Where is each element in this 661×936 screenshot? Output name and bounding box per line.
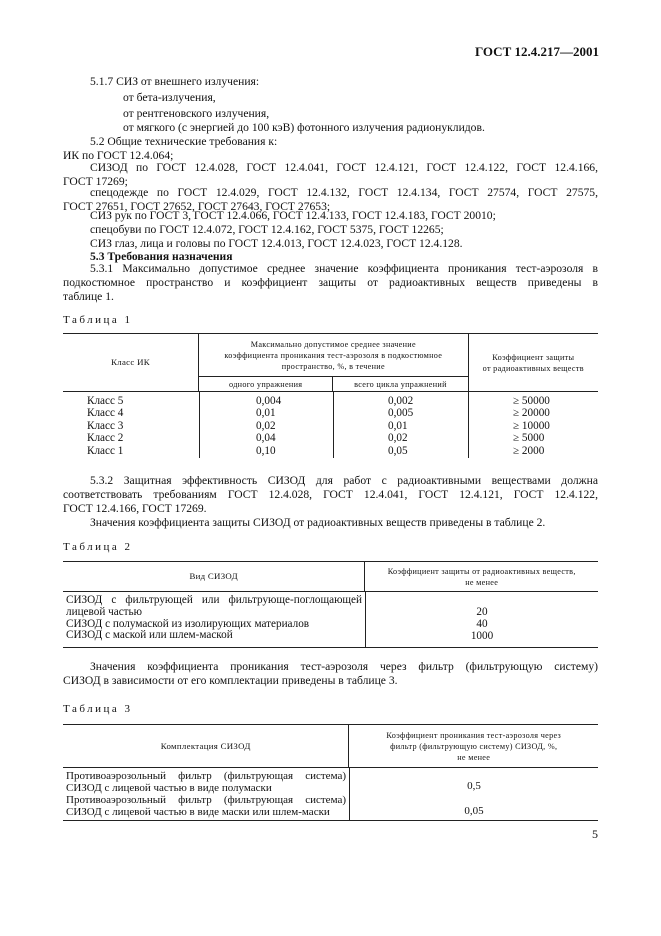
table1 [63,333,598,392]
list-item: от рентгеновского излучения, [123,107,270,120]
table-cell: 20 [476,606,488,618]
table-cell: ≥ 5000 [513,432,545,445]
table1-header-max [199,334,469,377]
table-cell: ≥ 2000 [513,444,545,457]
table2-header-type: Вид СИЗОД [63,562,365,592]
table2-col-type [66,595,362,642]
table-cell: 40 [476,617,488,630]
requirement-hands: СИЗ рук по ГОСТ 3, ГОСТ 12.4.066, ГОСТ 12.4.133, ГОСТ 12.4.183, ГОСТ 20010; [90,209,496,222]
table-cell: 0,5 [467,780,481,792]
paragraph-line: ГОСТ 12.4.166, ГОСТ 17269. [63,502,207,515]
table-cell: 0,05 [464,805,484,817]
table3-header-coef-line: фильтр (фильтрующую систему) СИЗОД, %, [390,741,558,751]
table1-divider [468,392,469,458]
table-cell: 1000 [470,629,494,642]
table3-col-kit [66,770,346,818]
table-cell: 0,02 [256,419,276,432]
paragraph-line: 5.3.1 Максимально допустимое среднее значение коэффициента проникания тест-аэрозоля в [90,262,598,275]
requirement-clothing-line: ГОСТ 27651, ГОСТ 27652, ГОСТ 27643, ГОСТ 27653; [63,200,331,213]
table-cell: СИЗОД с лицевой частью в виде маски или шлем-маски [66,806,330,818]
table-cell: Противоаэрозольный фильтр (фильтрующая система) [66,770,346,782]
table-cell: СИЗОД с лицевой частью в виде полумаски [66,782,272,794]
table-cell: ≥ 20000 [513,407,550,420]
table-cell: 0,005 [388,407,414,420]
paragraph-line: 5.3.2 Защитная эффективность СИЗОД для работ с радиоактивными веществами должна [90,474,598,487]
table-cell: ≥ 50000 [513,395,550,407]
table3-caption: Таблица 3 [63,703,133,715]
table1-col-one [256,395,281,457]
table3 [63,724,598,768]
table3-header-coef-line: не менее [457,752,491,762]
table-cell: 0,01 [256,407,276,420]
paragraph-table2-intro: Значения коэффициента защиты СИЗОД от радиоактивных веществ приведены в таблице 2. [90,516,546,529]
table-cell: 0,10 [256,444,276,457]
table-cell: 0,02 [388,432,408,445]
paragraph-line: таблице 1. [63,290,114,303]
table1-header-one: одного упражнения [199,377,333,392]
table-cell: Класс 5 [87,395,124,407]
table1-header-coef-line: Коэффициент защиты [492,352,575,362]
requirement-sizod [63,161,598,189]
table-cell: 0,01 [388,419,408,432]
table-cell: СИЗОД с фильтрующей или фильтрующе-поглощающей [66,594,362,606]
table1-header-class: Класс ИК [63,334,199,392]
section-5-1-7-title: 5.1.7 СИЗ от внешнего излучения: [90,75,260,88]
table-cell: 0,004 [256,395,282,407]
table2-header-coef-line: не менее [465,577,499,587]
table-cell: 0,05 [388,444,408,457]
table1-divider [333,392,334,458]
table1-header-max-line: Максимально допустимое среднее значение [250,339,416,349]
table1-col-coef [513,395,550,457]
requirement-clothing-line: спецодежде по ГОСТ 12.4.029, ГОСТ 12.4.132, ГОСТ 12.4.134, ГОСТ 27574, ГОСТ 27575, [90,186,598,199]
requirement-eyes: СИЗ глаз, лица и головы по ГОСТ 12.4.013, ГОСТ 12.4.023, ГОСТ 12.4.128. [90,237,463,250]
table-cell: ≥ 10000 [513,419,550,432]
paragraph-table3-intro [63,660,598,688]
table1-col-all [388,395,413,457]
table1-header-coef-line: от радиоактивных веществ [482,363,584,373]
table-cell: лицевой частью [66,605,143,618]
table3-header-kit: Комплектация СИЗОД [63,725,349,768]
table3-header-coef-line: Коэффициент проникания тест-аэрозоля через [386,730,562,740]
section-5-2-title: 5.2 Общие технические требования к: [90,135,278,148]
table-cell: Класс 3 [87,419,124,432]
table1-caption: Таблица 1 [63,314,133,326]
paragraph-5-3-2 [63,474,598,516]
table-cell: Класс 4 [87,407,124,420]
paragraph-5-3-1 [63,262,598,304]
paragraph-line: соответствовать требованиям ГОСТ 12.4.028, ГОСТ 12.4.041, ГОСТ 12.4.121, ГОСТ 12.4.122, [63,488,598,501]
table-cell: СИЗОД с полумаской из изолирующих материалов [66,617,310,630]
document-header-code: ГОСТ 12.4.217—2001 [474,44,599,59]
paragraph-line: Значения коэффициента проникания тест-аэрозоля через фильтр (фильтрующую систему) [90,660,598,673]
table2-caption: Таблица 2 [63,541,133,553]
table3-header-coef [349,725,598,768]
table1-header-coef [468,334,598,392]
table1-header-max-line: коэффициента проникания тест-аэрозоля в подкостюмное [224,350,443,360]
paragraph-line: СИЗОД в зависимости от его комплектации приведены в таблице 3. [63,674,398,687]
table-cell: Класс 2 [87,432,124,445]
table2-header-coef [365,562,598,592]
table-cell: СИЗОД с маской или шлем-маской [66,629,233,642]
page-number: 5 [592,827,598,841]
table1-col-class [87,395,123,457]
table2 [63,561,598,592]
table-cell: 0,002 [388,395,414,407]
table3-body [63,768,598,821]
table1-divider [199,392,200,458]
table-cell: 0,04 [256,432,276,445]
requirement-shoes: спецобуви по ГОСТ 12.4.072, ГОСТ 12.4.162, ГОСТ 5375, ГОСТ 12265; [90,223,444,236]
table2-body [63,592,598,648]
list-item: от мягкого (с энергией до 100 кэВ) фотонного излучения радионуклидов. [123,121,485,134]
table2-header-coef-line: Коэффициент защиты от радиоактивных веществ, [387,566,576,576]
table1-header-max-line: пространство, %, в течение [281,361,385,371]
table-cell: Противоаэрозольный фильтр (фильтрующая система) [66,794,346,806]
section-5-3-title: 5.3 Требования назначения [90,250,233,263]
requirement-ik: ИК по ГОСТ 12.4.064; [63,149,174,162]
requirement-sizod-line: СИЗОД по ГОСТ 12.4.028, ГОСТ 12.4.041, ГОСТ 12.4.121, ГОСТ 12.4.122, ГОСТ 12.4.166, [90,161,598,174]
paragraph-line: подкостюмное пространство и коэффициент защиты от радиоактивных веществ приведены в [63,276,598,289]
table-cell: Класс 1 [87,444,124,457]
requirement-sizod-line: ГОСТ 17269; [63,175,128,188]
table2-col-coef [366,607,598,642]
table1-header-all: всего цикла упражнений [333,377,468,392]
list-item: от бета-излучения, [123,91,216,104]
